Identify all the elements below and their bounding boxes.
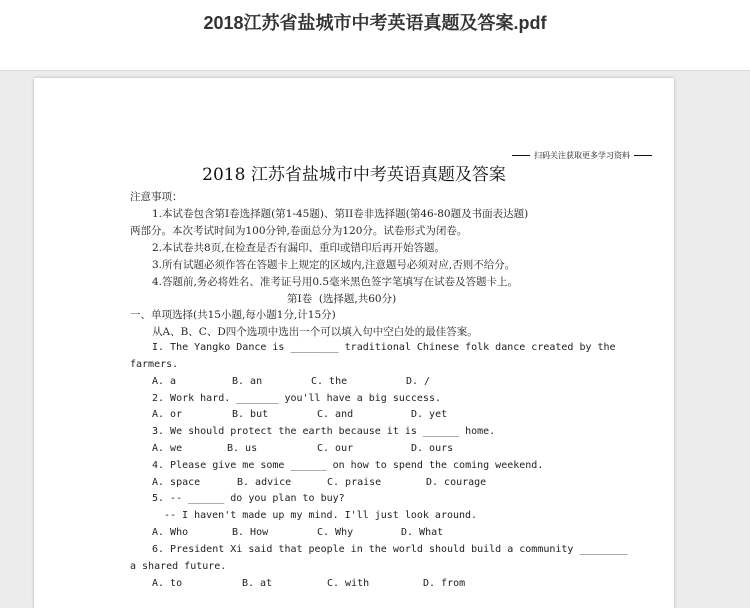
question-stem: 3. We should protect the earth because it is ______ home. bbox=[152, 426, 496, 437]
option: A. space bbox=[152, 477, 201, 488]
document-title: 2018 江苏省盐城市中考英语真题及答案 bbox=[202, 165, 506, 185]
option: C. and bbox=[317, 409, 354, 420]
section-instruction: 从A、B、C、D四个选项中选出一个可以填入句中空白处的最佳答案。 bbox=[152, 326, 478, 338]
pdf-page bbox=[34, 78, 674, 608]
option: D. from bbox=[423, 578, 466, 589]
option: A. a bbox=[152, 376, 177, 387]
option: C. Why bbox=[317, 527, 354, 538]
notice-line: 2.本试卷共8页,在检查是否有漏印、重印或错印后再开始答题。 bbox=[152, 242, 446, 254]
option: B. an bbox=[232, 376, 263, 387]
notice-line: 两部分。本次考试时间为100分钟,卷面总分为120分。试卷形式为闭卷。 bbox=[130, 225, 468, 237]
notice-heading: 注意事项： bbox=[130, 191, 183, 203]
option: A. Who bbox=[152, 527, 189, 538]
question-stem: 5. -- ______ do you plan to buy? bbox=[152, 493, 345, 504]
option: D. ours bbox=[411, 443, 454, 454]
slogan-left-rule bbox=[512, 155, 530, 156]
question-stem-continued: a shared future. bbox=[130, 561, 227, 572]
option: C. praise bbox=[327, 477, 382, 488]
option: C. with bbox=[327, 578, 370, 589]
option: B. at bbox=[242, 578, 273, 589]
question-stem: 6. President Xi said that people in the world should build a community ________ bbox=[152, 544, 628, 555]
option: B. How bbox=[232, 527, 269, 538]
question-stem: 4. Please give me some ______ on how to spend the coming weekend. bbox=[152, 460, 544, 471]
volume-heading: 第Ⅰ卷 (选择题,共60分) bbox=[287, 293, 397, 305]
notice-line: 3.所有试题必须作答在答题卡上规定的区域内,注意题号必须对应,否则不给分。 bbox=[152, 259, 516, 271]
slogan-right-rule bbox=[634, 155, 652, 156]
option: D. yet bbox=[411, 409, 448, 420]
option: D. What bbox=[401, 527, 444, 538]
question-stem-continued: farmers. bbox=[130, 359, 179, 370]
option: B. us bbox=[227, 443, 258, 454]
question-stem: 2. Work hard. _______ you'll have a big success. bbox=[152, 393, 441, 404]
question-stem: I. The Yangko Dance is ________ traditional Chinese folk dance created by the bbox=[152, 342, 616, 353]
option: B. advice bbox=[237, 477, 292, 488]
option: A. or bbox=[152, 409, 183, 420]
question-stem-continued: -- I haven't made up my mind. I'll just look around. bbox=[164, 510, 478, 521]
option: A. to bbox=[152, 578, 183, 589]
notice-line: 1.本试卷包含第Ⅰ卷选择题(第1-45题)、第II卷非选择题(第46-80题及书面表达题) bbox=[152, 208, 529, 220]
option: C. the bbox=[311, 376, 348, 387]
option: D. courage bbox=[426, 477, 487, 488]
option: B. but bbox=[232, 409, 269, 420]
slogan-text: 扫码关注获取更多学习资料 bbox=[534, 151, 630, 160]
file-title: 2018江苏省盐城市中考英语真题及答案.pdf bbox=[203, 13, 547, 33]
viewer-toolbar bbox=[0, 0, 750, 71]
option: A. we bbox=[152, 443, 183, 454]
option: D. / bbox=[406, 376, 431, 387]
option: C. our bbox=[317, 443, 354, 454]
section-heading: 一、单项选择(共15小题,每小题1分,计15分) bbox=[130, 309, 336, 321]
notice-line: 4.答题前,务必将姓名、准考证号用0.5毫米黑色签字笔填写在试卷及答题卡上。 bbox=[152, 276, 519, 288]
